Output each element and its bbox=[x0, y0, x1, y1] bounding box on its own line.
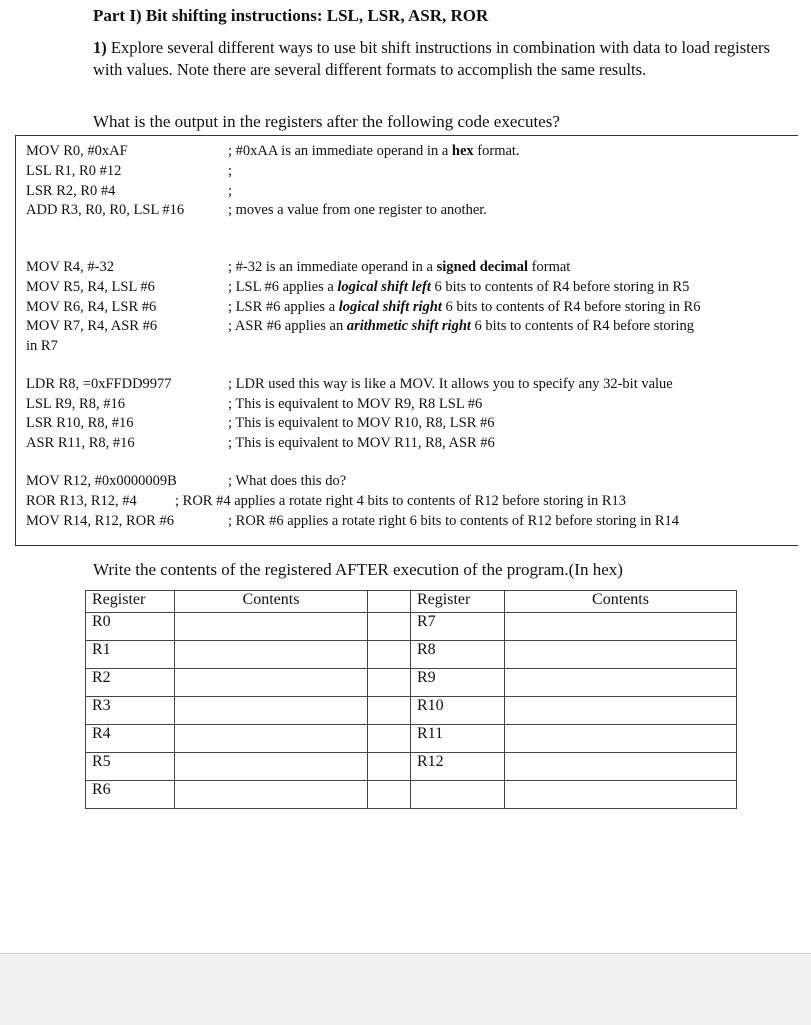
code-instruction: LSR R10, R8, #16 bbox=[26, 415, 134, 431]
code-instruction: LSR R2, R0 #4 bbox=[26, 183, 116, 199]
intro-text: Explore several different ways to use bit shift instructions in combination with data to load registers with values. Note there are several different formats to accomplish the same results. bbox=[93, 38, 770, 79]
code-comment bbox=[228, 143, 520, 160]
contents-cell[interactable] bbox=[505, 613, 737, 641]
comment-text: 6 bits to contents of R4 before storing bbox=[470, 318, 695, 334]
comment-text: ; ROR #6 applies a rotate right 6 bits to contents of R12 before storing in R14 bbox=[228, 513, 680, 529]
register-name: R4 bbox=[86, 725, 175, 753]
contents-cell[interactable] bbox=[505, 669, 737, 697]
contents-cell[interactable] bbox=[175, 613, 368, 641]
code-comment bbox=[228, 279, 689, 296]
table-row bbox=[86, 781, 737, 809]
contents-cell[interactable] bbox=[175, 781, 368, 809]
item-number: 1) bbox=[93, 38, 107, 57]
register-table bbox=[85, 590, 737, 809]
code-comment bbox=[228, 183, 232, 200]
comment-text: ; LSR #6 applies a bbox=[228, 299, 339, 315]
comment-text: 6 bits to contents of R4 before storing in R6 bbox=[441, 299, 701, 315]
comment-text: ; bbox=[228, 163, 233, 179]
comment-emphasis: logical shift left bbox=[337, 279, 431, 295]
comment-text: ; LDR used this way is like a MOV. It allows you to specify any 32-bit value bbox=[228, 376, 673, 392]
code-instruction: LDR R8, =0xFFDD9977 bbox=[26, 376, 172, 392]
table-instruction: Write the contents of the registered AFTER execution of the program.(In hex) bbox=[93, 560, 623, 579]
register-name: R5 bbox=[86, 753, 175, 781]
spacer-cell bbox=[368, 753, 411, 781]
code-comment bbox=[228, 435, 495, 452]
contents-cell[interactable] bbox=[175, 753, 368, 781]
code-instruction: MOV R6, R4, LSR #6 bbox=[26, 299, 157, 315]
table-row bbox=[86, 725, 737, 753]
comment-text: ; This is equivalent to MOV R9, R8 LSL #6 bbox=[228, 396, 483, 412]
table-row bbox=[86, 697, 737, 725]
code-instruction: ROR R13, R12, #4 bbox=[26, 493, 137, 509]
register-name: R6 bbox=[86, 781, 175, 809]
header-register-2: Register bbox=[411, 591, 505, 613]
code-comment bbox=[228, 513, 679, 530]
code-comment bbox=[228, 318, 694, 335]
code-instruction: MOV R14, R12, ROR #6 bbox=[26, 513, 174, 529]
register-name: R8 bbox=[411, 641, 505, 669]
table-row bbox=[86, 641, 737, 669]
spacer-cell bbox=[368, 613, 411, 641]
code-comment bbox=[228, 259, 570, 276]
comment-text: ; ASR #6 applies an bbox=[228, 318, 347, 334]
table-row bbox=[86, 753, 737, 781]
register-name: R12 bbox=[411, 753, 505, 781]
register-name: R7 bbox=[411, 613, 505, 641]
table-row bbox=[86, 669, 737, 697]
table-header-row bbox=[86, 591, 737, 613]
register-name: R11 bbox=[411, 725, 505, 753]
code-instruction: MOV R12, #0x0000009B bbox=[26, 473, 177, 489]
code-instruction: MOV R0, #0xAF bbox=[26, 143, 128, 159]
page-footer-bar bbox=[0, 953, 811, 1025]
spacer-cell bbox=[368, 669, 411, 697]
comment-text: ; moves a value from one register to another. bbox=[228, 202, 487, 218]
comment-emphasis: hex bbox=[451, 143, 474, 159]
comment-text: format bbox=[528, 259, 571, 275]
code-comment bbox=[228, 299, 700, 316]
register-name: R10 bbox=[411, 697, 505, 725]
intro-paragraph bbox=[93, 37, 783, 81]
code-instruction: MOV R7, R4, ASR #6 bbox=[26, 318, 158, 334]
register-name: R0 bbox=[86, 613, 175, 641]
code-comment bbox=[228, 415, 495, 432]
contents-cell[interactable] bbox=[175, 725, 368, 753]
comment-emphasis: logical shift right bbox=[338, 299, 442, 315]
code-comment bbox=[228, 376, 673, 393]
question-text: What is the output in the registers after the following code executes? bbox=[93, 112, 560, 131]
code-instruction: MOV R4, #-32 bbox=[26, 259, 114, 275]
spacer-cell bbox=[368, 697, 411, 725]
comment-text: ; LSL #6 applies a bbox=[228, 279, 338, 295]
contents-cell[interactable] bbox=[505, 725, 737, 753]
register-name: R1 bbox=[86, 641, 175, 669]
comment-text: ; #0xAA is an immediate operand in a bbox=[228, 143, 452, 159]
code-instruction: LSL R9, R8, #16 bbox=[26, 396, 125, 412]
comment-text: ; ROR #4 applies a rotate right 4 bits to contents of R12 before storing in R13 bbox=[175, 493, 627, 509]
code-comment bbox=[228, 396, 482, 413]
spacer-cell bbox=[368, 725, 411, 753]
header-contents-2: Contents bbox=[505, 591, 737, 613]
spacer-cell bbox=[368, 591, 411, 613]
code-comment bbox=[228, 473, 346, 490]
contents-cell[interactable] bbox=[175, 641, 368, 669]
comment-text: ; This is equivalent to MOV R10, R8, LSR #6 bbox=[228, 415, 495, 431]
comment-text: ; #-32 is an immediate operand in a bbox=[228, 259, 437, 275]
comment-text: ; This is equivalent to MOV R11, R8, ASR #6 bbox=[228, 435, 495, 451]
header-register-1: Register bbox=[86, 591, 175, 613]
code-instruction: in R7 bbox=[26, 338, 58, 354]
comment-emphasis: arithmetic shift right bbox=[346, 318, 471, 334]
contents-cell[interactable] bbox=[505, 641, 737, 669]
comment-text: ; What does this do? bbox=[228, 473, 347, 489]
register-name: R9 bbox=[411, 669, 505, 697]
comment-text: ; bbox=[228, 183, 233, 199]
section-title: Part I) Bit shifting instructions: LSL, LSR, ASR, ROR bbox=[93, 6, 489, 25]
code-instruction: ADD R3, R0, R0, LSL #16 bbox=[26, 202, 185, 218]
comment-text: 6 bits to contents of R4 before storing in R5 bbox=[430, 279, 690, 295]
contents-cell[interactable] bbox=[505, 753, 737, 781]
code-comment bbox=[228, 163, 232, 180]
code-instruction: LSL R1, R0 #12 bbox=[26, 163, 122, 179]
contents-cell[interactable] bbox=[175, 669, 368, 697]
comment-emphasis: signed decimal bbox=[436, 259, 529, 275]
code-comment bbox=[228, 202, 487, 219]
header-contents-1: Contents bbox=[175, 591, 368, 613]
code-instruction: ASR R11, R8, #16 bbox=[26, 435, 135, 451]
register-name: R2 bbox=[86, 669, 175, 697]
code-instruction: MOV R5, R4, LSL #6 bbox=[26, 279, 155, 295]
spacer-cell bbox=[368, 781, 411, 809]
spacer-cell bbox=[368, 641, 411, 669]
contents-cell[interactable] bbox=[505, 781, 737, 809]
table-row bbox=[86, 613, 737, 641]
contents-cell[interactable] bbox=[505, 697, 737, 725]
contents-cell[interactable] bbox=[175, 697, 368, 725]
code-comment bbox=[175, 493, 626, 510]
comment-text: format. bbox=[473, 143, 520, 159]
register-name: R3 bbox=[86, 697, 175, 725]
register-name bbox=[411, 781, 505, 809]
